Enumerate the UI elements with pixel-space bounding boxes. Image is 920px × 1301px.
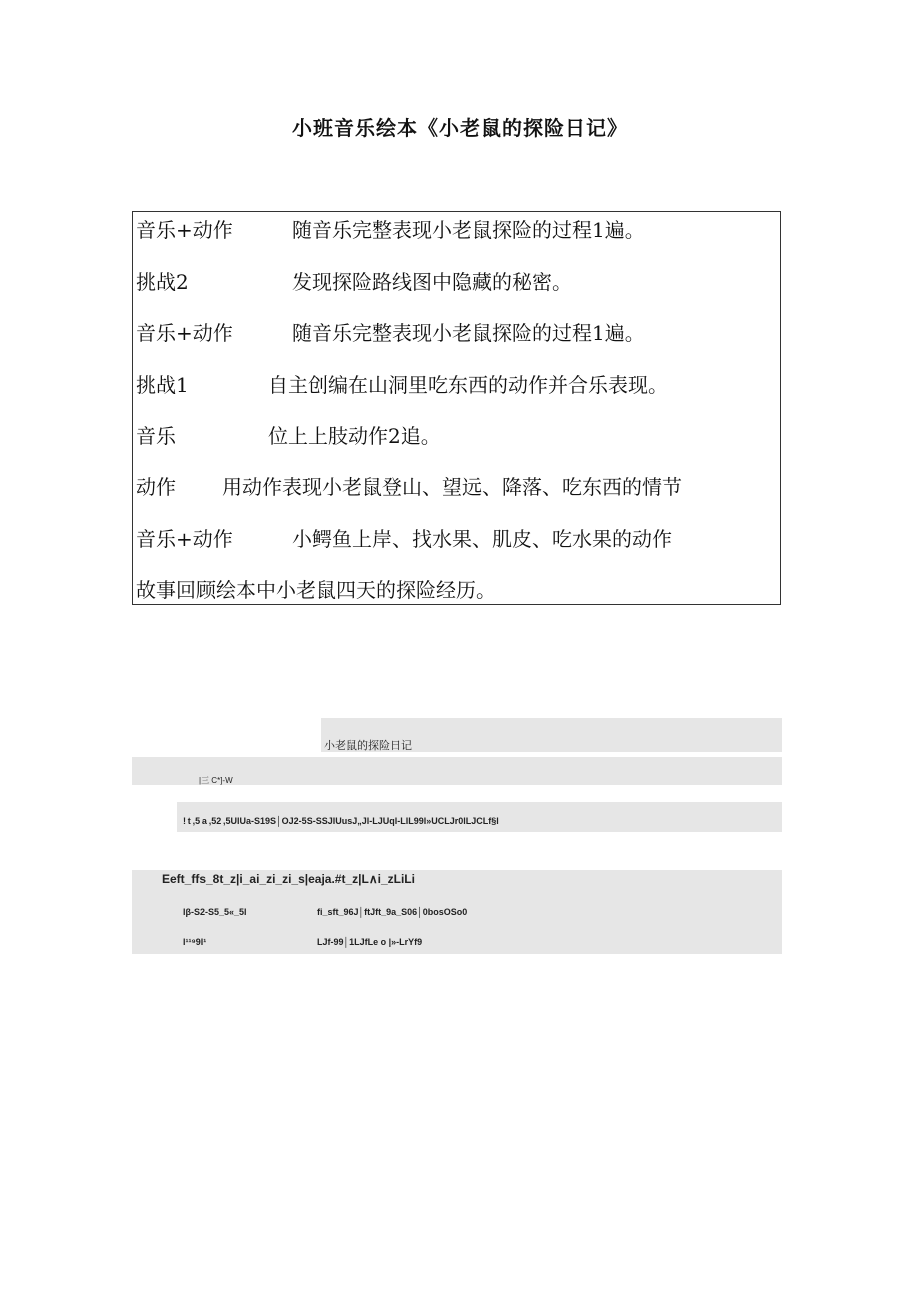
row-content: 发现探险路线图中隐藏的秘密。: [292, 270, 572, 294]
row-label: 音乐+动作: [136, 527, 233, 551]
row-label: 挑战2: [136, 270, 189, 294]
garbled-line-5a: l¹¹⁹9l¹: [183, 937, 207, 947]
row-content: 随音乐完整表现小老鼠探险的过程1遍。: [292, 321, 645, 345]
garbled-line-4a: lβ-S2-S5_5«_5l: [183, 907, 247, 917]
garbled-line-5b: LJf-99│1LJfLe o |»-LrYf9: [317, 937, 423, 947]
row-label: 挑战1: [136, 373, 189, 397]
caption-text: 小老鼠的探险日记: [324, 739, 412, 752]
garbled-line-3: Eeft_ffs_8t_z|i_ai_zi_zi_s|eaja.#t_z|L∧i_zLiLi: [162, 872, 415, 886]
row-content: 随音乐完整表现小老鼠探险的过程1遍。: [292, 218, 645, 242]
garbled-line-2: ! t ,5 a ,52 ,5UlUa-S19S│OJ2-5S-SSJlUusJ„Jl-LJUql-LlL99l»UCLJr0lLJCLf§l: [183, 816, 499, 826]
garbled-line-1: |三 C*]-W: [199, 776, 233, 785]
row-content: 故事回顾绘本中小老鼠四天的探险经历。: [136, 578, 496, 602]
garbled-line-4b: fi_sft_96J│ftJft_9a_S06│0bosOSo0: [317, 907, 468, 917]
row-content: 位上上肢动作2追。: [268, 424, 441, 448]
row-label: 音乐+动作: [136, 321, 233, 345]
row-content: 用动作表现小老鼠登山、望远、降落、吃东西的情节: [222, 475, 682, 499]
row-content: 自主创编在山洞里吃东西的动作并合乐表现。: [268, 373, 668, 397]
row-label: 音乐: [136, 424, 176, 448]
activity-table: [132, 211, 781, 605]
document-title: 小班音乐绘本《小老鼠的探险日记》: [292, 116, 628, 140]
row-label: 动作: [136, 475, 176, 499]
row-label: 音乐+动作: [136, 218, 233, 242]
row-content: 小鳄鱼上岸、找水果、肌皮、吃水果的动作: [292, 527, 672, 551]
